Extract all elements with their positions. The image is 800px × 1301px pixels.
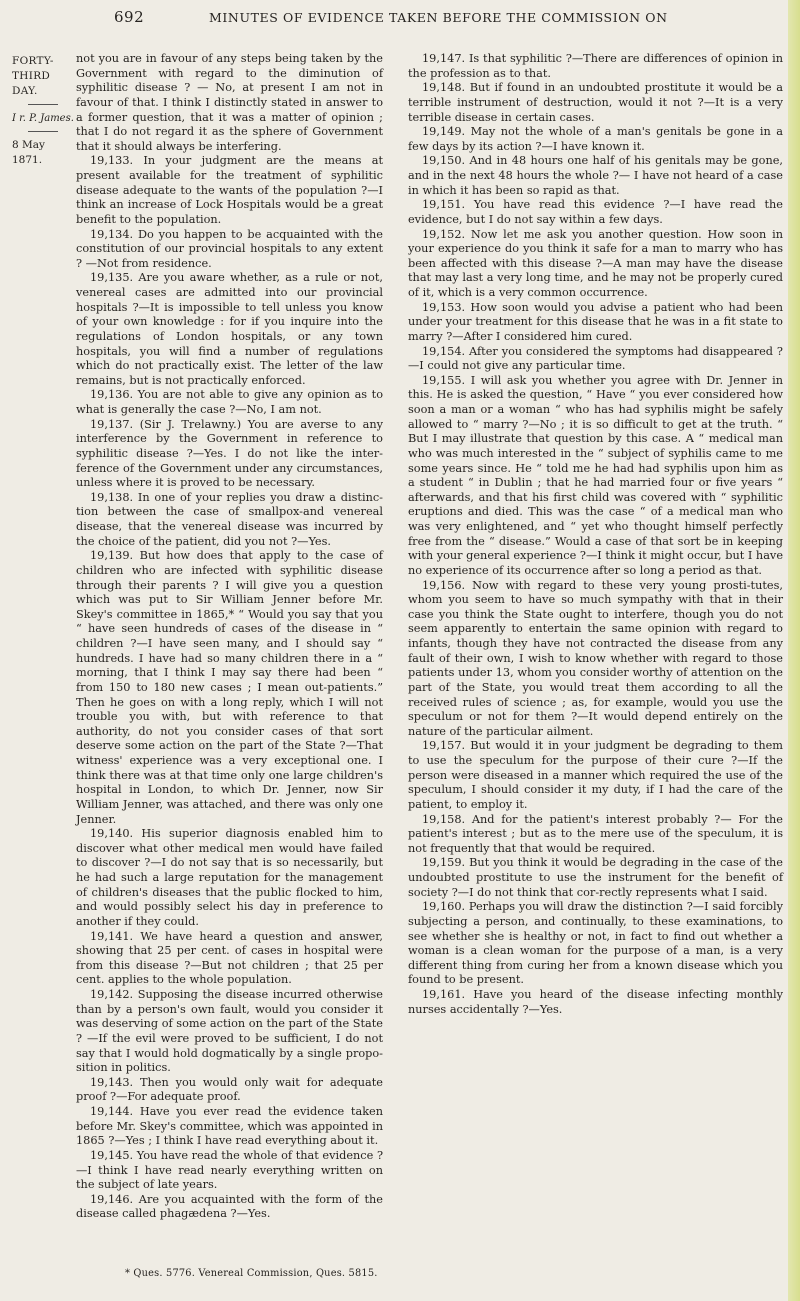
paragraph: 19,150. And in 48 hours one half of his genitals may be gone, and in the next 48 hours the whole ?— I have not heard of a case in which it has been so rapid as that. (408, 154, 783, 197)
margin-witness: I r. P. James. (12, 113, 74, 124)
margin-note (12, 54, 74, 168)
left-column (76, 52, 383, 1222)
paragraph: 19,139. But how does that apply to the case of children who are infected with syphilitic disease through their parents ? I will give you a question which was put to Sir William Jenner before Mr. Skey's committee in 1865,* “ Would you say that you “ have seen hundreds of cases of the disease in “ children ?—I have seen many, and I should say “ hundreds. I have had so many children there in a “ morning, that I think I may say there had been “ from 150 to 180 new cases ; I mean out-patients.” Then he goes on with a long reply, which I will not trouble you with, but with reference to that authority, do not you consider cases of that sort deserve some action on the part of the State ?—That witness' experience was a very exceptional one. I think there was at that time only one large children's hospital in London, to which Dr. Jenner, now Sir William Jenner, was attached, and there was only one Jenner. (76, 549, 383, 826)
paragraph: 19,140. His superior diagnosis enabled him to discover what other medical men would have failed to discover ?—I do not say that is so necessarily, but he had such a large reputation for the management of children's diseases that the public flocked to him, and would possibly select his day in preference to another if they could. (76, 827, 383, 928)
paragraph: 19,134. Do you happen to be acquainted with the constitution of our provincial hospitals to any extent ? —Not from residence. (76, 227, 383, 270)
paragraph: 19,142. Supposing the disease incurred otherwise than by a person's own fault, would you consider it was deserving of some action on the part of the State ? —If the evil were proved to be sufficient, I do not say that I would hold dogmatically by a single propo-sition in politics. (76, 988, 383, 1075)
paragraph: 19,158. And for the patient's interest probably ?— For the patient's interest ; but as to the mere use of the speculum, it is not frequently that that would be required. (408, 812, 783, 855)
page-number: 692 (114, 8, 145, 26)
margin-rule (28, 104, 58, 105)
paragraph: 19,152. Now let me ask you another question. How soon in your experience do you think it safe for a man to marry who has been affected with this disease ?—A man may have the disease that may last a very long time, and he may not be properly cured of it, which is a very common occurrence. (408, 227, 783, 299)
paragraph: 19,136. You are not able to give any opinion as to what is generally the case ?—No, I am not. (76, 388, 383, 416)
right-column (408, 52, 783, 1017)
paragraph: 19,154. After you considered the symptoms had disappeared ?—I could not give any particular time. (408, 344, 783, 373)
running-head: MINUTES OF EVIDENCE TAKEN BEFORE THE COMMISSION ON (209, 10, 668, 25)
margin-date: 8 May 1871. (12, 139, 45, 166)
margin-rule (28, 131, 58, 132)
paragraph: 19,137. (Sir J. Trelawny.) You are averse to any interference by the Government in reference to syphilitic disease ?—Yes. I do not like the inter-ference of the Government under any circumstances, unless where it is proved to be necessary. (76, 417, 383, 490)
paragraph: 19,161. Have you heard of the disease infecting monthly nurses accidentally ?—Yes. (408, 988, 783, 1016)
paragraph: 19,149. May not the whole of a man's genitals be gone in a few days by its action ?—I have known it. (408, 125, 783, 153)
paragraph: 19,153. How soon would you advise a patient who had been under your treatment for this disease that he was in a fit state to marry ?—After I considered him cured. (408, 300, 783, 343)
paragraph: 19,147. Is that syphilitic ?—There are differences of opinion in the profession as to that. (408, 52, 783, 80)
paragraph: 19,146. Are you acquainted with the form of the disease called phagædena ?—Yes. (76, 1192, 383, 1221)
paragraph: 19,155. I will ask you whether you agree with Dr. Jenner in this. He is asked the question, “ Have “ you ever considered how soon a man or a woman “ who has had syphilis might be safely allowed to “ marry ?—No ; it is so difficult to get at the truth. “ But I may illustrate that question by this case. A “ medical man who was much interested in the “ subject of syphilis came to me some years since. He “ told me he had had syphilis upon him as a student “ in Dublin ; that he had married four or five years “ afterwards, and that his first child was covered with “ syphilitic eruptions and died. This was the case “ of a medical man who was very enlightened, and “ yet who thought himself perfectly free from the “ disease.” Would a case of that sort be in keeping with your general experience ?—I think it might occur, but I have no experience of its occurrence after so long a period as that. (408, 373, 784, 577)
page-header (0, 4, 800, 26)
margin-day: FORTY-THIRD DAY. (12, 55, 54, 97)
paragraph: 19,156. Now with regard to these very young prosti-tutes, whom you seem to have so much sympathy with that in their case you think the State ought to interfere, though you do not seem apparently to entertain the same opinion with regard to infants, though they have not contracted the disease from any fault of their own, I wish to know whether with regard to those patients under 13, whom you consider worthy of attention on the part of the State, you would treat them according to all the received rules of science ; as, for example, would you use the speculum or not for them ?—It would depend entirely on the nature of the particular ailment. (408, 578, 783, 738)
paragraph: 19,159. But you think it would be degrading in the case of the undoubted prostitute to use the instrument for the benefit of society ?—I do not think that cor-rectly represents what I said. (408, 856, 783, 899)
page-edge-stain (788, 0, 800, 1301)
paragraph: 19,148. But if found in an undoubted prostitute it would be a terrible instrument of destruction, would it not ?—It is a very terrible disease in certain cases. (408, 81, 783, 124)
paragraph: 19,157. But would it in your judgment be degrading to them to use the speculum for the purpose of their cure ?—If the person were diseased in a manner which required the use of the speculum, I should consider it my duty, if I had the care of the patient, to employ it. (408, 739, 783, 811)
footnote: * Ques. 5776. Venereal Commission, Ques. 5815. (125, 1268, 378, 1279)
paragraph: 19,141. We have heard a question and answer, showing that 25 per cent. of cases in hospital were from this disease ?—But not children ; that 25 per cent. applies to the whole population. (76, 929, 383, 987)
paragraph: 19,138. In one of your replies you draw a distinc-tion between the case of smallpox-and venereal disease, that the venereal disease was incurred by the choice of the patient, did you not ?—Yes. (76, 490, 383, 548)
paragraph: 19,143. Then you would only wait for adequate proof ?—For adequate proof. (76, 1075, 383, 1104)
paragraph: not you are in favour of any steps being taken by the Government with regard to the diminution of syphilitic disease ? — No, at present I am not in favour of that. I think I distinctly stated in answer to a former question, that it was a matter of opinion ; that I do not regard it as the sphere of Government that it should always be interfering. (76, 52, 383, 153)
paragraph: 19,145. You have read the whole of that evidence ? —I think I have read nearly everything written on the subject of late years. (76, 1148, 383, 1192)
paragraph: 19,133. In your judgment are the means at present available for the treatment of syphilitic disease adequate to the wants of the population ?—I think an increase of Lock Hospitals would be a great benefit to the population. (76, 154, 383, 226)
paragraph: 19,144. Have you ever read the evidence taken before Mr. Skey's committee, which was appointed in 1865 ?—Yes ; I think I have read everything about it. (76, 1105, 383, 1148)
paragraph: 19,160. Perhaps you will draw the distinction ?—I said forcibly subjecting a person, and continually, to these examinations, to see whether she is healthy or not, in fact to find out whether a woman is a clean woman for the purpose of a man, is a very different thing from curing her from a known disease which you found to be present. (408, 900, 783, 987)
paragraph: 19,151. You have read this evidence ?—I have read the evidence, but I do not say within a few days. (408, 198, 783, 226)
paragraph: 19,135. Are you aware whether, as a rule or not, venereal cases are admitted into our provincial hospitals ?—It is impossible to tell unless you know of your own knowledge : for if you inquire into the regulations of London hospitals, or any town hospitals, you will find a number of regulations which do not practically exist. The letter of the law remains, but is not practically enforced. (76, 271, 383, 387)
